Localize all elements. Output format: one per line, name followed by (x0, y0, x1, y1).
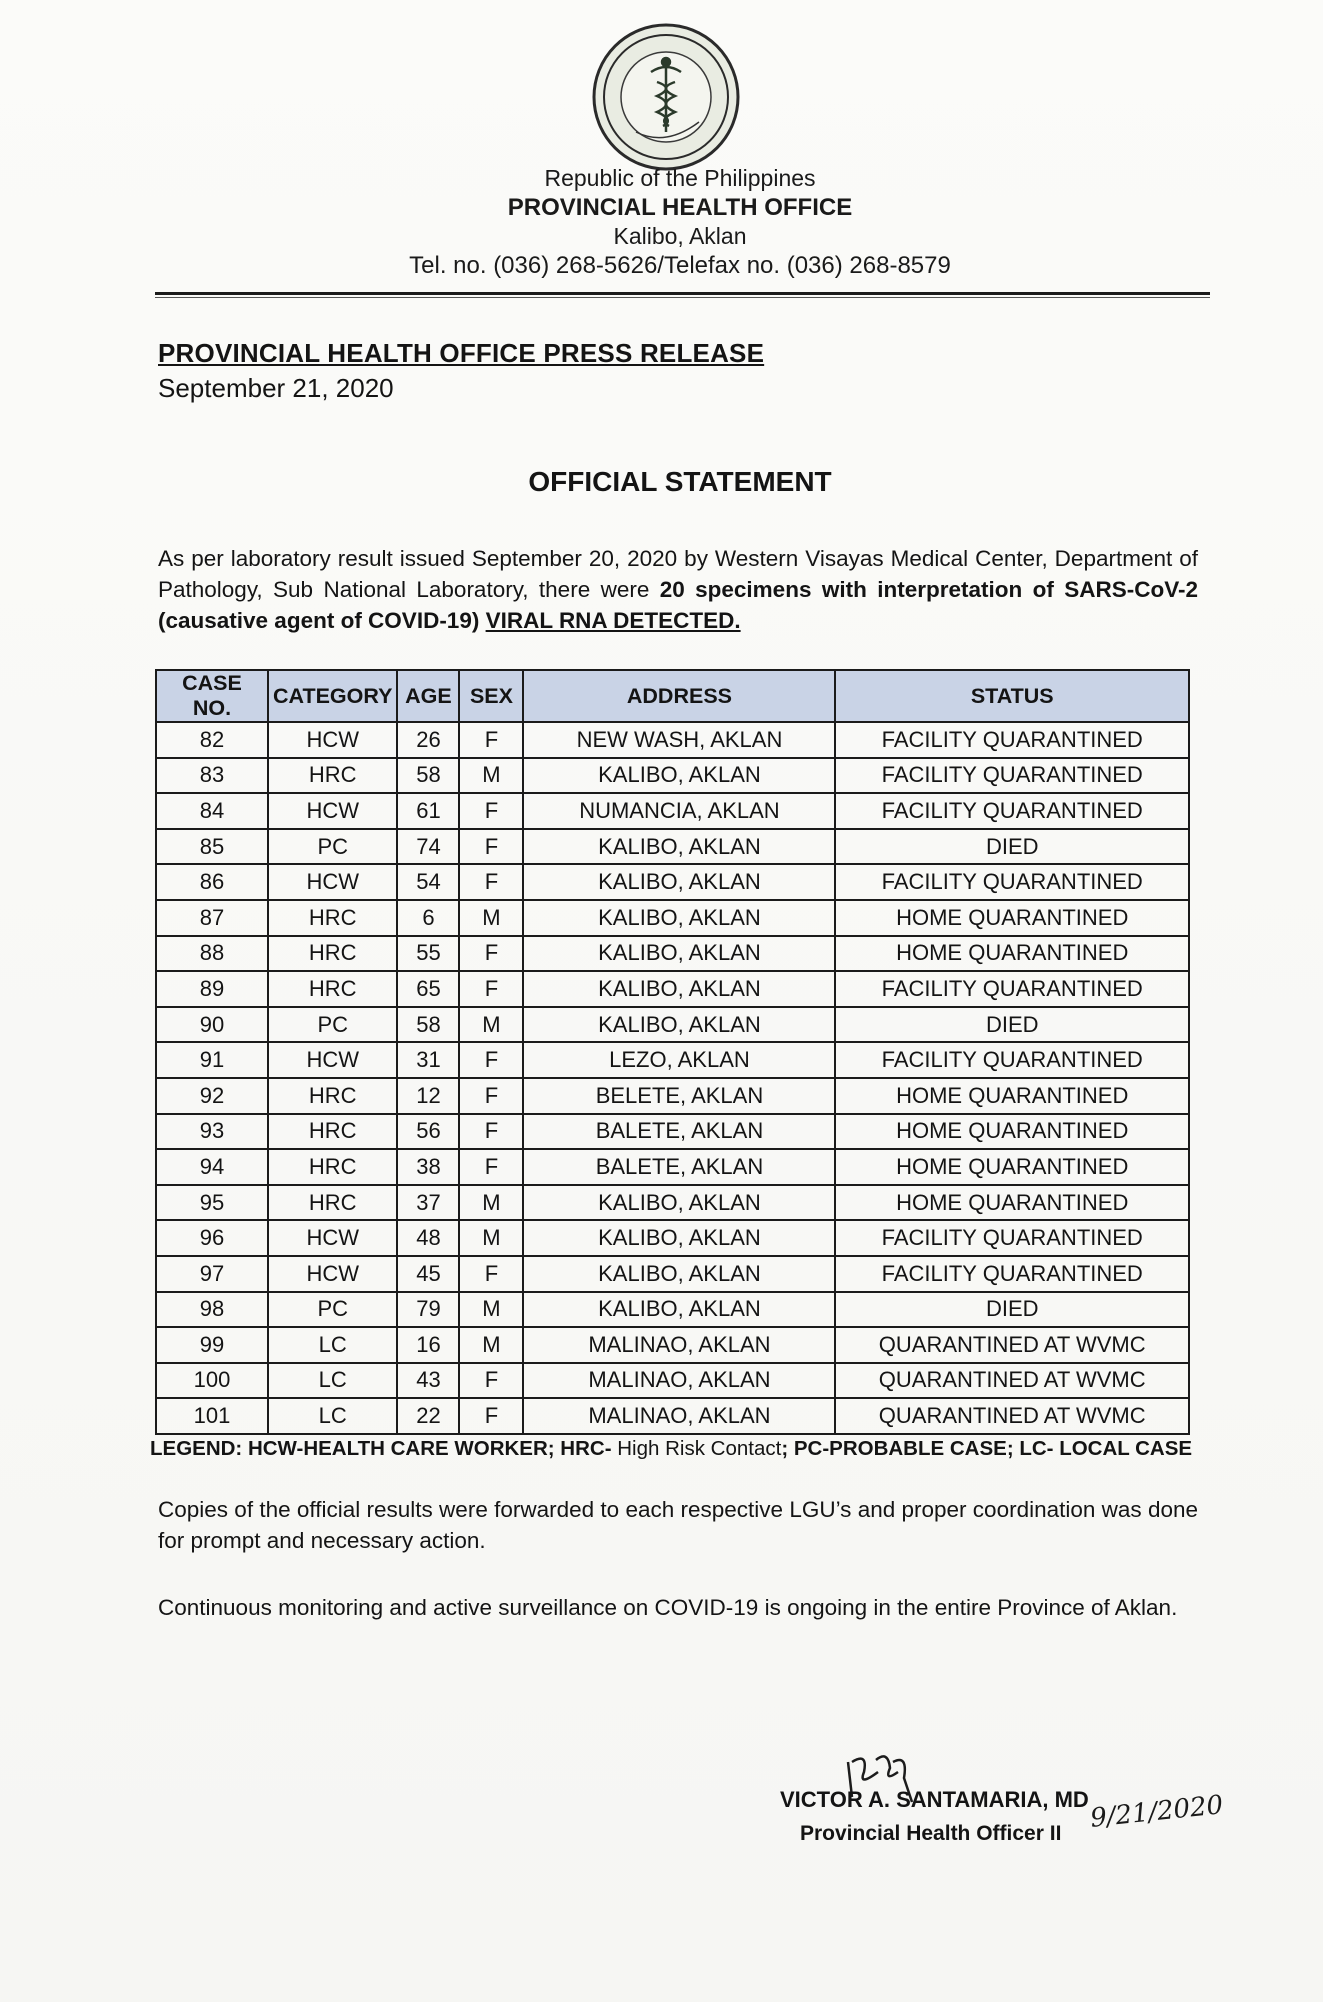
cell-status: HOME QUARANTINED (835, 936, 1189, 972)
cell-category: HCW (268, 1042, 397, 1078)
cell-sex: F (459, 1114, 523, 1150)
cell-sex: M (459, 1220, 523, 1256)
cell-category: HRC (268, 1185, 397, 1221)
cell-age: 55 (397, 936, 459, 972)
cell-address: KALIBO, AKLAN (523, 971, 835, 1007)
cell-sex: F (459, 1398, 523, 1434)
cell-case-no: 83 (156, 758, 268, 794)
cell-age: 12 (397, 1078, 459, 1114)
cell-category: LC (268, 1363, 397, 1399)
cell-category: PC (268, 829, 397, 865)
table-row (156, 829, 1189, 865)
cell-address: KALIBO, AKLAN (523, 1220, 835, 1256)
press-release-title: PROVINCIAL HEALTH OFFICE PRESS RELEASE (158, 338, 765, 368)
cell-address: BELETE, AKLAN (523, 1078, 835, 1114)
cell-sex: M (459, 1327, 523, 1363)
cell-status: FACILITY QUARANTINED (835, 1220, 1189, 1256)
table-legend (150, 1437, 1192, 1461)
cell-address: NEW WASH, AKLAN (523, 722, 835, 758)
cell-category: HCW (268, 1256, 397, 1292)
cell-address: KALIBO, AKLAN (523, 1007, 835, 1043)
cell-category: HCW (268, 1220, 397, 1256)
cell-sex: F (459, 1042, 523, 1078)
letterhead-office: PROVINCIAL HEALTH OFFICE (507, 194, 853, 221)
cell-status: QUARANTINED AT WVMC (835, 1363, 1189, 1399)
cell-sex: F (459, 936, 523, 972)
cell-status: FACILITY QUARANTINED (835, 793, 1189, 829)
cell-age: 48 (397, 1220, 459, 1256)
cell-age: 16 (397, 1327, 459, 1363)
cell-status: HOME QUARANTINED (835, 900, 1189, 936)
cell-case-no: 84 (156, 793, 268, 829)
cell-case-no: 96 (156, 1220, 268, 1256)
cell-address: KALIBO, AKLAN (523, 900, 835, 936)
cell-age: 65 (397, 971, 459, 1007)
cell-status: QUARANTINED AT WVMC (835, 1398, 1189, 1434)
table-row (156, 793, 1189, 829)
cell-sex: F (459, 864, 523, 900)
cell-case-no: 89 (156, 971, 268, 1007)
cell-category: PC (268, 1007, 397, 1043)
table-row (156, 936, 1189, 972)
cell-address: NUMANCIA, AKLAN (523, 793, 835, 829)
cell-sex: F (459, 1363, 523, 1399)
table-row (156, 1078, 1189, 1114)
cell-sex: M (459, 1292, 523, 1328)
col-header-case-no: CASE NO. (156, 670, 268, 722)
monitoring-paragraph: Continuous monitoring and active surveillance on COVID-19 is ongoing in the entire Province of Aklan. (158, 1595, 1178, 1620)
cell-sex: M (459, 758, 523, 794)
cell-case-no: 98 (156, 1292, 268, 1328)
cell-category: HCW (268, 722, 397, 758)
cell-case-no: 99 (156, 1327, 268, 1363)
cell-category: HRC (268, 758, 397, 794)
cell-address: KALIBO, AKLAN (523, 936, 835, 972)
intro-text: As per laboratory result issued September 20, 2020 by Western Visayas Medical Center, Department of Pathology, Sub National Laboratory, there were (158, 546, 1198, 602)
cell-age: 79 (397, 1292, 459, 1328)
cell-address: KALIBO, AKLAN (523, 864, 835, 900)
letterhead-location: Kalibo, Aklan (613, 223, 747, 249)
cell-address: KALIBO, AKLAN (523, 1185, 835, 1221)
cell-category: HRC (268, 1114, 397, 1150)
header-divider (155, 292, 1210, 295)
signatory-name: VICTOR A. SANTAMARIA, MD (780, 1787, 1089, 1812)
cell-age: 38 (397, 1149, 459, 1185)
table-row (156, 1149, 1189, 1185)
cell-status: HOME QUARANTINED (835, 1078, 1189, 1114)
cell-category: HRC (268, 1078, 397, 1114)
cell-status: FACILITY QUARANTINED (835, 758, 1189, 794)
statement-title: OFFICIAL STATEMENT (528, 466, 832, 497)
table-row (156, 1185, 1189, 1221)
cell-category: HRC (268, 936, 397, 972)
table-row (156, 1327, 1189, 1363)
table-row (156, 1363, 1189, 1399)
forwarding-paragraph: Copies of the official results were forwarded to each respective LGU’s and proper coordination was done for prompt and necessary action. (158, 1497, 1198, 1553)
cell-age: 37 (397, 1185, 459, 1221)
legend-text-hrc: High Risk Contact (617, 1437, 782, 1460)
cell-category: HRC (268, 1149, 397, 1185)
cell-sex: F (459, 1078, 523, 1114)
cell-case-no: 85 (156, 829, 268, 865)
cell-sex: M (459, 1185, 523, 1221)
cell-case-no: 94 (156, 1149, 268, 1185)
col-header-category: CATEGORY (268, 670, 397, 722)
letterhead-republic: Republic of the Philippines (544, 165, 816, 191)
cell-category: HCW (268, 793, 397, 829)
cell-age: 61 (397, 793, 459, 829)
table-row (156, 722, 1189, 758)
cell-case-no: 82 (156, 722, 268, 758)
table-row (156, 864, 1189, 900)
cell-age: 58 (397, 758, 459, 794)
cell-status: FACILITY QUARANTINED (835, 1256, 1189, 1292)
cell-status: FACILITY QUARANTINED (835, 864, 1189, 900)
table-row (156, 1256, 1189, 1292)
cell-case-no: 93 (156, 1114, 268, 1150)
cell-address: KALIBO, AKLAN (523, 1256, 835, 1292)
table-row (156, 1398, 1189, 1434)
cell-status: FACILITY QUARANTINED (835, 1042, 1189, 1078)
table-row (156, 1007, 1189, 1043)
cell-age: 22 (397, 1398, 459, 1434)
cell-age: 43 (397, 1363, 459, 1399)
legend-text-2: ; PC-PROBABLE CASE; LC- LOCAL CASE (781, 1437, 1193, 1460)
cell-case-no: 88 (156, 936, 268, 972)
legend-text-1: LEGEND: HCW-HEALTH CARE WORKER; HRC- (150, 1437, 618, 1460)
cell-age: 26 (397, 722, 459, 758)
table-body (156, 722, 1189, 1434)
cell-sex: F (459, 971, 523, 1007)
cell-address: MALINAO, AKLAN (523, 1363, 835, 1399)
cell-address: KALIBO, AKLAN (523, 758, 835, 794)
cell-status: DIED (835, 1292, 1189, 1328)
cell-status: DIED (835, 829, 1189, 865)
cell-sex: M (459, 900, 523, 936)
cell-age: 58 (397, 1007, 459, 1043)
cell-category: HRC (268, 900, 397, 936)
intro-bold-text: 20 specimens with interpretation of SARS-CoV-2 (causative agent of COVID-19) (158, 577, 1198, 633)
letterhead-phone: Tel. no. (036) 268-5626/Telefax no. (036) 268-8579 (409, 252, 951, 279)
cell-age: 56 (397, 1114, 459, 1150)
cell-address: BALETE, AKLAN (523, 1149, 835, 1185)
cell-category: LC (268, 1327, 397, 1363)
col-header-age: AGE (397, 670, 459, 722)
cell-address: LEZO, AKLAN (523, 1042, 835, 1078)
table-row (156, 1042, 1189, 1078)
press-release-date: September 21, 2020 (158, 373, 394, 403)
table-header-row (156, 670, 1189, 722)
cell-status: DIED (835, 1007, 1189, 1043)
cell-sex: M (459, 1007, 523, 1043)
cell-case-no: 97 (156, 1256, 268, 1292)
cell-sex: F (459, 829, 523, 865)
cell-sex: F (459, 722, 523, 758)
cell-category: HRC (268, 971, 397, 1007)
table-row (156, 1220, 1189, 1256)
intro-paragraph (158, 543, 1198, 636)
cell-status: HOME QUARANTINED (835, 1185, 1189, 1221)
seal-logo (591, 22, 741, 172)
cell-case-no: 91 (156, 1042, 268, 1078)
table-row (156, 900, 1189, 936)
cell-case-no: 101 (156, 1398, 268, 1434)
table-row (156, 971, 1189, 1007)
cell-address: KALIBO, AKLAN (523, 1292, 835, 1328)
cell-age: 74 (397, 829, 459, 865)
cell-age: 54 (397, 864, 459, 900)
table-row (156, 758, 1189, 794)
signatory-title: Provincial Health Officer II (800, 1822, 1062, 1845)
cell-age: 31 (397, 1042, 459, 1078)
cell-category: LC (268, 1398, 397, 1434)
cell-case-no: 100 (156, 1363, 268, 1399)
cell-status: HOME QUARANTINED (835, 1149, 1189, 1185)
cell-sex: F (459, 793, 523, 829)
table-row (156, 1114, 1189, 1150)
cell-case-no: 95 (156, 1185, 268, 1221)
header-divider-thin (155, 297, 1210, 298)
cell-sex: F (459, 1256, 523, 1292)
cell-address: BALETE, AKLAN (523, 1114, 835, 1150)
cell-sex: F (459, 1149, 523, 1185)
cell-status: FACILITY QUARANTINED (835, 722, 1189, 758)
cell-case-no: 86 (156, 864, 268, 900)
cell-case-no: 90 (156, 1007, 268, 1043)
cell-case-no: 87 (156, 900, 268, 936)
cell-category: PC (268, 1292, 397, 1328)
intro-detected-text: VIRAL RNA DETECTED. (485, 608, 741, 633)
cell-address: MALINAO, AKLAN (523, 1327, 835, 1363)
cell-category: HCW (268, 864, 397, 900)
col-header-status: STATUS (835, 670, 1189, 722)
col-header-address: ADDRESS (523, 670, 835, 722)
handwritten-date: 9/21/2020 (1088, 1790, 1225, 1834)
cell-age: 6 (397, 900, 459, 936)
cell-age: 45 (397, 1256, 459, 1292)
cell-address: MALINAO, AKLAN (523, 1398, 835, 1434)
cell-status: HOME QUARANTINED (835, 1114, 1189, 1150)
col-header-sex: SEX (459, 670, 523, 722)
table-row (156, 1292, 1189, 1328)
cases-table (155, 669, 1190, 1435)
cell-address: KALIBO, AKLAN (523, 829, 835, 865)
cell-status: QUARANTINED AT WVMC (835, 1327, 1189, 1363)
cell-status: FACILITY QUARANTINED (835, 971, 1189, 1007)
cell-case-no: 92 (156, 1078, 268, 1114)
